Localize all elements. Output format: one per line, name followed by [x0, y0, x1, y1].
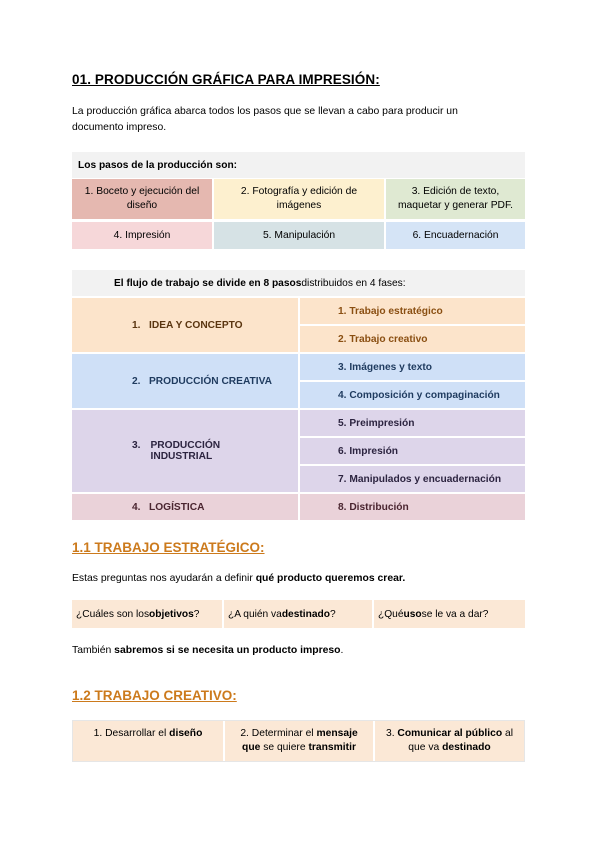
workflow-step-4: 4. Composición y compaginación: [300, 382, 525, 408]
step-cell-6: 6. Encuadernación: [386, 222, 525, 249]
creative-item-1: 1. Desarrollar el diseño: [73, 721, 223, 761]
phase-4: 4. LOGÍSTICA: [72, 494, 298, 520]
phase-2: 2. PRODUCCIÓN CREATIVA: [72, 354, 298, 408]
section-1-1-title: 1.1 TRABAJO ESTRATÉGICO:: [72, 540, 265, 555]
intro-line-1: La producción gráfica abarca todos los pasos que se llevan a cabo para producir un: [72, 106, 458, 117]
intro-line-2: documento impreso.: [72, 122, 167, 133]
creative-table: [72, 720, 525, 762]
step-cell-5: 5. Manipulación: [214, 222, 384, 249]
workflow-step-7: 7. Manipulados y encuadernación: [300, 466, 525, 492]
step-cell-3: 3. Edición de texto, maquetar y generar PDF.: [386, 179, 525, 219]
question-2: ¿A quién va destinado ?: [224, 600, 372, 628]
creative-item-2: 2. Determinar el mensaje que se quiere transmitir: [225, 721, 373, 761]
workflow-step-1: 1. Trabajo estratégico: [300, 298, 525, 324]
section-1-1-also: También sabremos si se necesita un producto impreso.: [72, 645, 344, 656]
step-cell-4: 4. Impresión: [72, 222, 212, 249]
creative-item-3: 3. Comunicar al público al que va destinado: [375, 721, 524, 761]
workflow-step-5: 5. Preimpresión: [300, 410, 525, 436]
phase-3: 3. PRODUCCIÓN INDUSTRIAL: [72, 410, 298, 492]
question-1: ¿Cuáles son los objetivos ?: [72, 600, 222, 628]
section-1-1-intro: Estas preguntas nos ayudarán a definir qué producto queremos crear.: [72, 573, 406, 584]
step-cell-2: 2. Fotografía y edición de imágenes: [214, 179, 384, 219]
questions-table: [72, 600, 525, 628]
step-cell-1: 1. Boceto y ejecución del diseño: [72, 179, 212, 219]
workflow-step-8: 8. Distribución: [300, 494, 525, 520]
workflow-step-6: 6. Impresión: [300, 438, 525, 464]
workflow-step-3: 3. Imágenes y texto: [300, 354, 525, 380]
workflow-header: El flujo de trabajo se divide en 8 pasos distribuidos en 4 fases:: [72, 270, 525, 296]
workflow-step-2: 2. Trabajo creativo: [300, 326, 525, 352]
section-1-2-title: 1.2 TRABAJO CREATIVO:: [72, 688, 237, 703]
document-heading: 01. PRODUCCIÓN GRÁFICA PARA IMPRESIÓN:: [72, 72, 380, 87]
steps-header: Los pasos de la producción son:: [72, 152, 525, 178]
steps-table: [72, 152, 525, 250]
phase-1: 1. IDEA Y CONCEPTO: [72, 298, 298, 352]
question-3: ¿Qué uso se le va a dar?: [374, 600, 525, 628]
